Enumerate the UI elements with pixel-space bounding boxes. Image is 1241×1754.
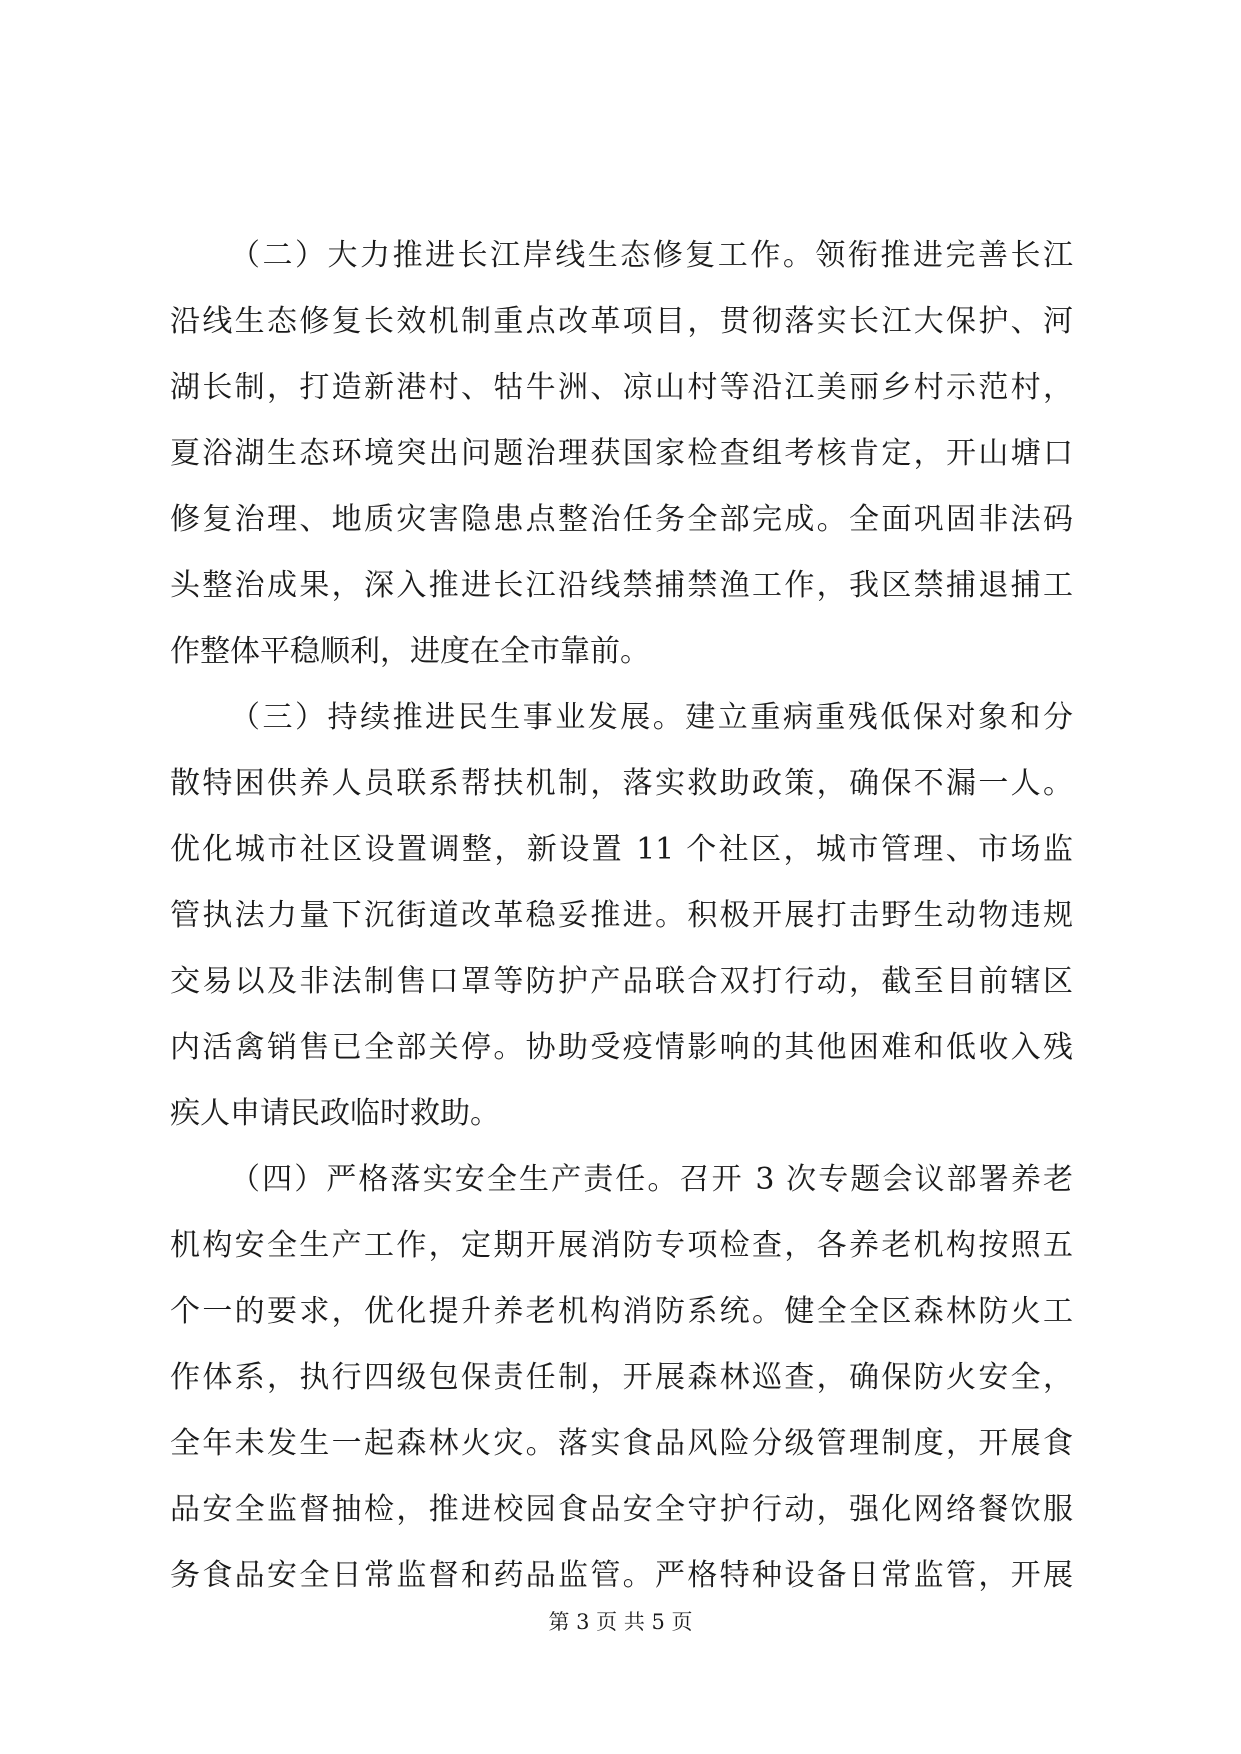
- text-line: （二）大力推进长江岸线生态修复工作。领衔推进完善长江: [230, 238, 1073, 273]
- text-line: 机构安全生产工作，定期开展消防专项检查，各养老机构按照五: [170, 1228, 1073, 1263]
- text-line: （三）持续推进民生事业发展。建立重病重残低保对象和分: [230, 700, 1073, 735]
- text-line: （四）严格落实安全生产责任。召开 3 次专题会议部署养老: [230, 1162, 1073, 1197]
- body-text: [170, 223, 1073, 1609]
- text-line: 作体系，执行四级包保责任制，开展森林巡查，确保防火安全，: [170, 1360, 1073, 1395]
- text-line: 疾人申请民政临时救助。: [170, 1096, 500, 1131]
- paragraph-livelihood: [170, 685, 1073, 1147]
- text-line: 务食品安全日常监督和药品监管。严格特种设备日常监管，开展: [170, 1558, 1073, 1593]
- paragraph-safety: [170, 1147, 1073, 1609]
- text-line: 内活禽销售已全部关停。协助受疫情影响的其他困难和低收入残: [170, 1030, 1073, 1065]
- paragraph-ecological-restoration: [170, 223, 1073, 685]
- text-line: 优化城市社区设置调整，新设置 11 个社区，城市管理、市场监: [170, 832, 1073, 867]
- text-line: 全年未发生一起森林火灾。落实食品风险分级管理制度，开展食: [170, 1426, 1073, 1461]
- text-line: 沿线生态修复长效机制重点改革项目，贯彻落实长江大保护、河: [170, 304, 1073, 339]
- text-line: 品安全监督抽检，推进校园食品安全守护行动，强化网络餐饮服: [170, 1492, 1073, 1527]
- text-line: 作整体平稳顺利，进度在全市靠前。: [170, 634, 650, 669]
- text-line: 散特困供养人员联系帮扶机制，落实救助政策，确保不漏一人。: [170, 766, 1073, 801]
- text-line: 修复治理、地质灾害隐患点整治任务全部完成。全面巩固非法码: [170, 502, 1073, 537]
- page-number-footer: 第 3 页 共 5 页: [548, 1610, 693, 1634]
- text-line: 夏浴湖生态环境突出问题治理获国家检查组考核肯定，开山塘口: [170, 436, 1073, 471]
- text-line: 管执法力量下沉街道改革稳妥推进。积极开展打击野生动物违规: [170, 898, 1073, 933]
- text-line: 头整治成果，深入推进长江沿线禁捕禁渔工作，我区禁捕退捕工: [170, 568, 1073, 603]
- text-line: 个一的要求，优化提升养老机构消防系统。健全全区森林防火工: [170, 1294, 1073, 1329]
- text-line: 交易以及非法制售口罩等防护产品联合双打行动，截至目前辖区: [170, 964, 1073, 999]
- text-line: 湖长制，打造新港村、牯牛洲、凉山村等沿江美丽乡村示范村，: [170, 370, 1073, 405]
